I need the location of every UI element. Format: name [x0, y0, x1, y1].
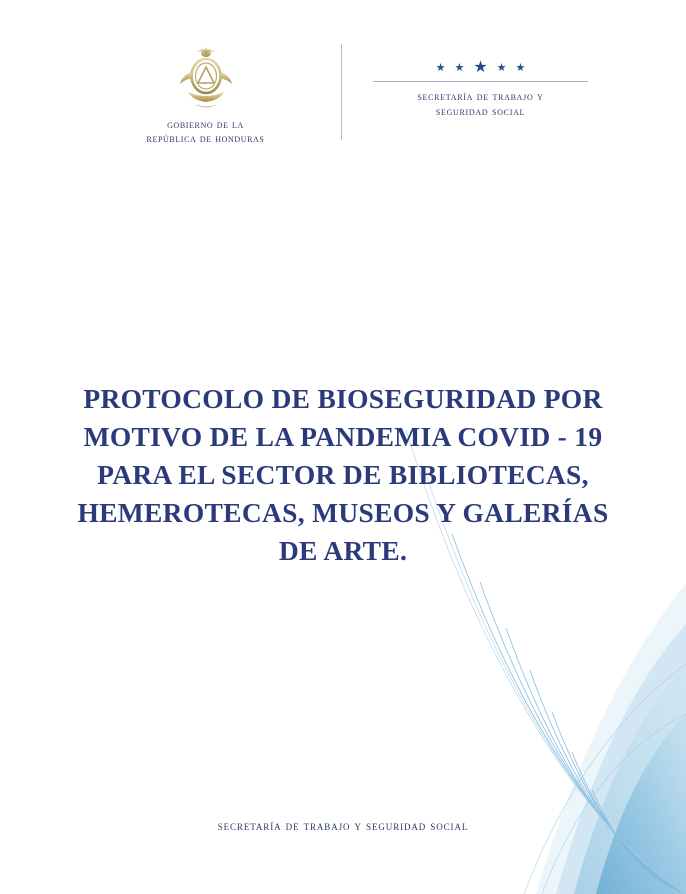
page-footer: secretaría de trabajo y seguridad social: [217, 818, 469, 833]
document-title: [28, 380, 658, 570]
title-line-2: MOTIVO DE LA PANDEMIA COVID - 19: [83, 421, 603, 452]
agency-name: [356, 89, 606, 119]
crest-caption: [81, 118, 331, 146]
crest-caption-line1: gobierno de la: [167, 119, 244, 131]
letterhead: [0, 40, 686, 146]
agency-name-line2: seguridad social: [435, 104, 526, 118]
agency-name-line1: secretaría de trabajo y: [417, 89, 544, 103]
title-line-5: DE ARTE.: [278, 535, 408, 566]
title-line-4: HEMEROTECAS, MUSEOS Y GALERÍAS: [77, 497, 609, 528]
five-stars-icon: ★ ★ ★ ★ ★: [435, 59, 526, 76]
honduras-national-crest-icon: [175, 46, 237, 112]
vertical-divider: [341, 44, 342, 140]
agency-block: [356, 40, 606, 119]
government-crest-block: [81, 40, 331, 146]
title-line-3: PARA EL SECTOR DE BIBLIOTECAS,: [97, 459, 589, 490]
crest-caption-line2: república de honduras: [146, 133, 265, 145]
agency-rule: [373, 81, 588, 82]
title-line-1: PROTOCOLO DE BIOSEGURIDAD POR: [83, 383, 603, 414]
